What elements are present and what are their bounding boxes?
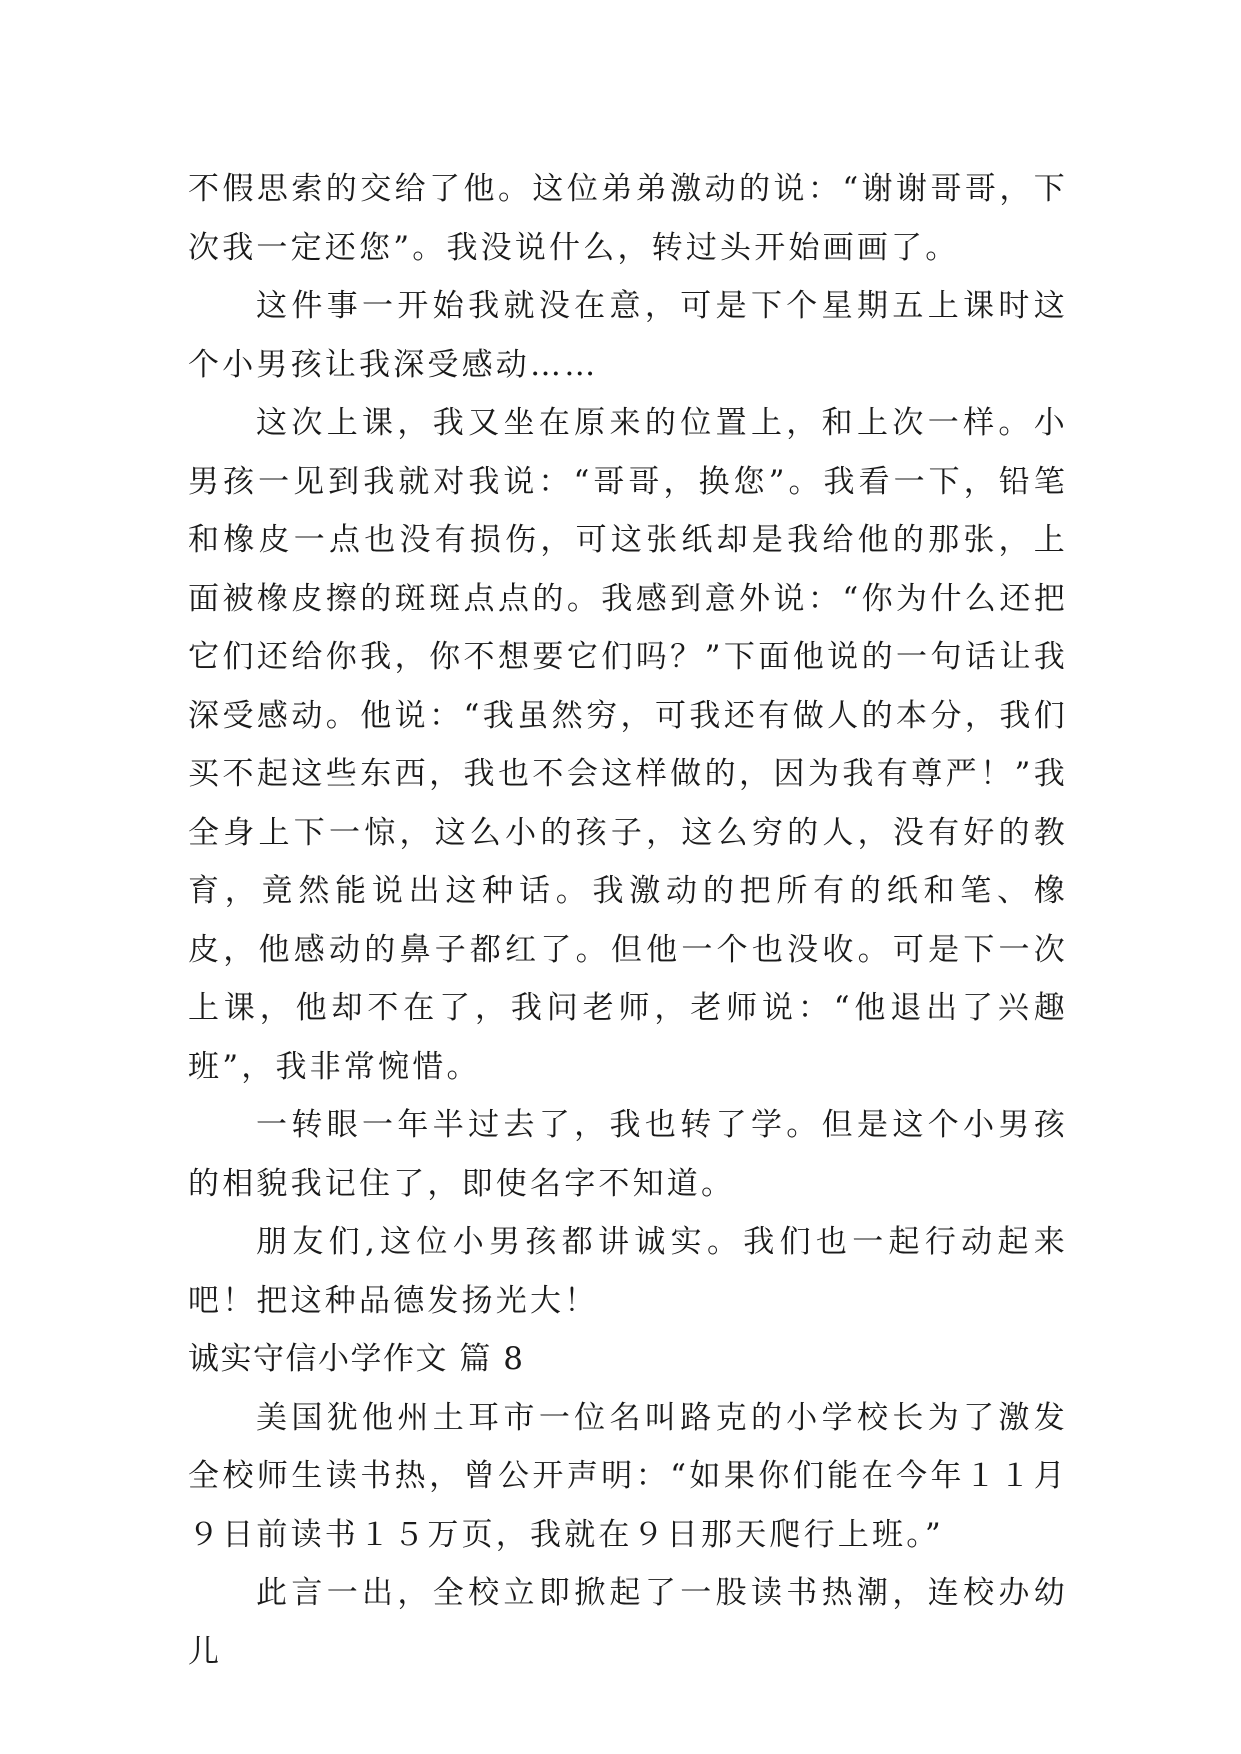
paragraph: 一转眼一年半过去了，我也转了学。但是这个小男孩的相貌我记住了，即使名字不知道。 — [188, 1107, 1068, 1202]
paragraph: 朋友们,这位小男孩都讲诚实。我们也一起行动起来吧！把这种品德发扬光大！ — [188, 1224, 1068, 1319]
paragraph: 这次上课，我又坐在原来的位置上，和上次一样。小男孩一见到我就对我说：“哥哥，换您”。我看一下，铅笔和橡皮一点也没有损伤，可这张纸却是我给他的那张，上面被橡皮擦的斑斑点点的。我感到意外说：“你为什么还把它们还给你我，你不想要它们吗？”下面他说的一句话让我深受感动。他说：“我虽然穷，可我还有做人的本分，我们买不起这些东西，我也不会这样做的，因为我有尊严！”我全身上下一惊，这么小的孩子，这么穷的人，没有好的教育，竟然能说出这种话。我激动的把所有的纸和笔、橡皮，他感动的鼻子都红了。但他一个也没收。可是下一次上课，他却不在了，我问老师，老师说：“他退出了兴趣班”，我非常惋惜。 — [188, 405, 1068, 1085]
paragraph-continuation: 不假思索的交给了他。这位弟弟激动的说：“谢谢哥哥，下次我一定还您”。我没说什么，转过头开始画画了。 — [188, 171, 1068, 266]
paragraph: 这件事一开始我就没在意，可是下个星期五上课时这个小男孩让我深受感动…… — [188, 288, 1068, 383]
document-page — [188, 160, 1068, 1681]
paragraph: 此言一出，全校立即掀起了一股读书热潮，连校办幼儿 — [188, 1575, 1068, 1670]
section-heading: 诚实守信小学作文 篇 8 — [188, 1341, 525, 1377]
paragraph: 美国犹他州土耳市一位名叫路克的小学校长为了激发全校师生读书热，曾公开声明：“如果你们能在今年１１月９日前读书１５万页，我就在９日那天爬行上班。” — [188, 1399, 1068, 1553]
